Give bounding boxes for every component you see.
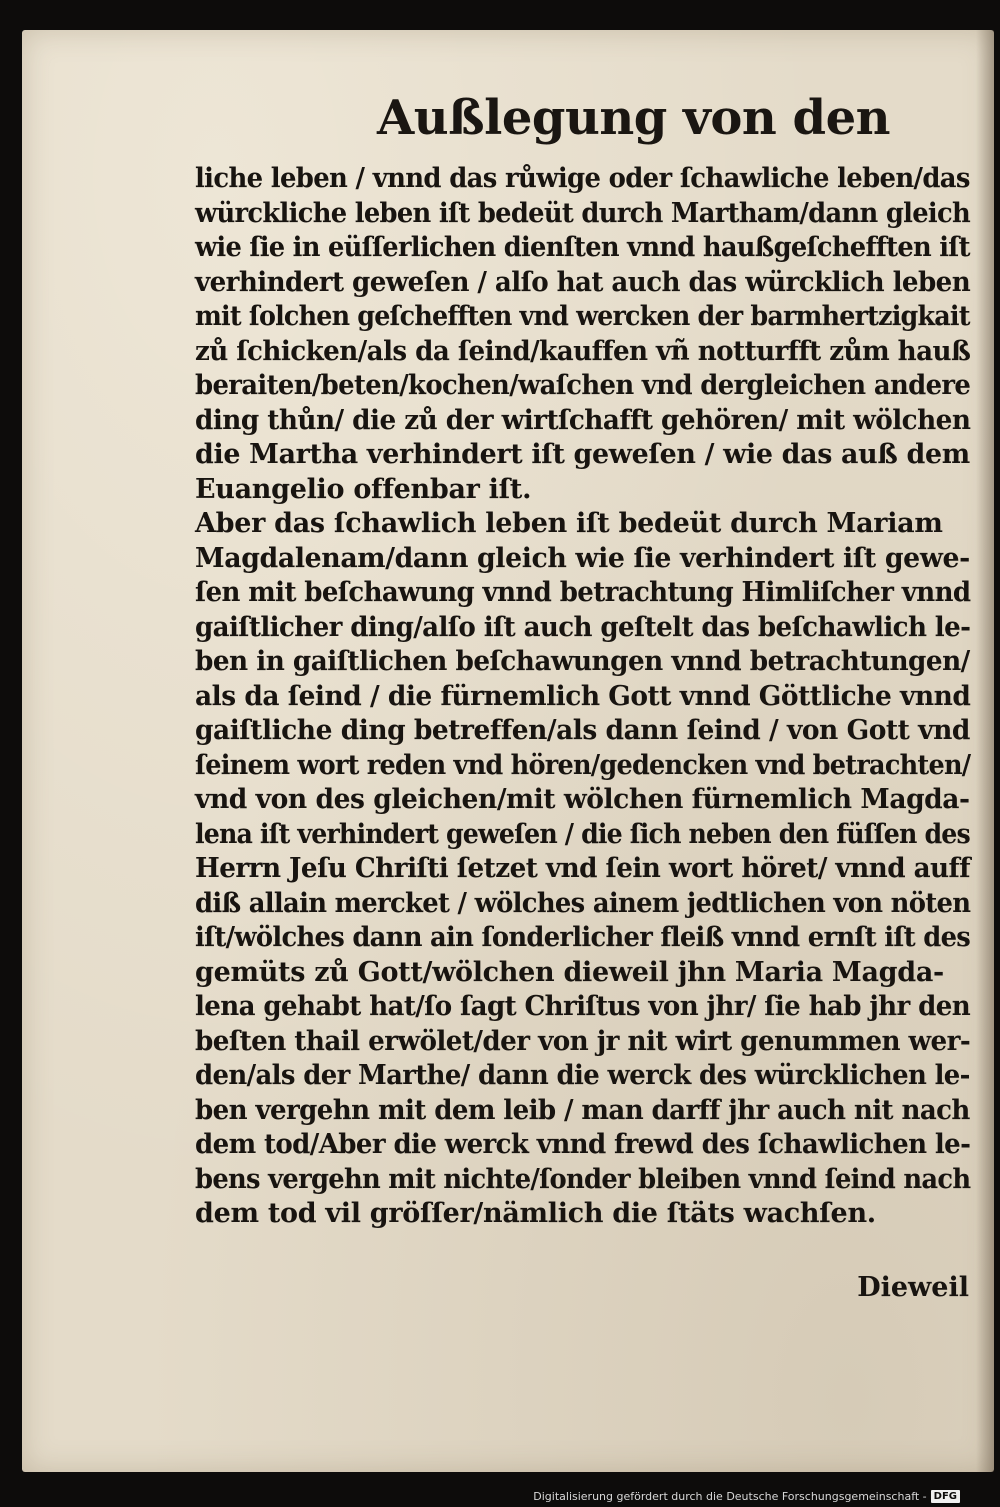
text-line: vnd von des gleichen/mit wölchen fürnemlich Magda-: [195, 784, 970, 815]
text-line: ding thůn/ die zů der wirtſchafft gehören/ mit wölchen: [195, 404, 971, 436]
text-line: mit ſolchen geſchefften vnd wercken der barmhertzigkait: [195, 301, 970, 332]
catchword: Dieweil: [857, 1272, 969, 1303]
text-line: gemüts zů Gott/wölchen dieweil jhn Maria Magda-: [195, 956, 944, 988]
text-line: den/als der Marthe/ dann die werck des würcklichen le-: [195, 1060, 970, 1091]
text-line: bens vergehn mit nichte/ſonder bleiben vnnd ſeind nach: [195, 1163, 971, 1195]
text-line: verhindert geweſen / alſo hat auch das würcklich leben: [195, 266, 971, 298]
dfg-logo: DFG: [931, 1490, 960, 1503]
text-line: zů ſchicken/als da ſeind/kauffen vñ notturfft zům hauß: [195, 335, 971, 367]
text-line: lena gehabt hat/ſo ſagt Chriſtus von jhr/ ſie hab jhr den: [195, 991, 971, 1022]
text-line: gaiſtlicher ding/alſo iſt auch geſtelt das beſchawlich le-: [195, 611, 971, 643]
text-line: diß allain mercket / wölches ainem jedtlichen von nöten: [195, 887, 971, 919]
text-line: gaiſtliche ding betreffen/als dann ſeind / von Gott vnd: [195, 715, 970, 746]
text-line: beraiten/beten/kochen/waſchen vnd dergleichen andere: [195, 370, 971, 401]
text-line: dem tod vil gröſſer/nämlich die ſtäts wachſen.: [195, 1198, 876, 1229]
text-line: Euangelio offenbar iſt.: [195, 473, 532, 505]
text-line: ben vergehn mit dem leib / man darff jhr auch nit nach: [195, 1094, 970, 1126]
text-line: ben in gaiſtlichen beſchawungen vnnd betrachtungen/: [195, 646, 970, 677]
text-line: die Martha verhindert iſt geweſen / wie das auß dem: [195, 439, 970, 470]
digitization-credit: [533, 1490, 960, 1503]
page-gutter-shadow: [976, 30, 994, 1472]
text-line: beſten thail erwölet/der von jr nit wirt genummen wer-: [195, 1025, 971, 1057]
text-line: wie ſie in eüſſerlichen dienſten vnnd haußgeſchefften iſt: [195, 232, 970, 263]
text-line: dem tod/Aber die werck vnnd frewd des ſchawlichen le-: [195, 1129, 971, 1160]
text-line: Aber das ſchawlich leben iſt bedeüt durch Mariam: [195, 508, 943, 539]
text-line: liche leben / vnnd das růwige oder ſchawliche leben/das: [195, 163, 970, 194]
text-line: Herrn Jeſu Chriſti ſetzet vnd ſein wort höret/ vnnd auff: [195, 853, 971, 884]
text-line: ſeinem wort reden vnd hören/gedencken vnd betrachten/: [195, 749, 971, 781]
text-line: iſt/wölches dann ain ſonderlicher fleiß vnnd ernſt iſt des: [195, 922, 971, 953]
text-line: würckliche leben iſt bedeüt durch Martham/dann gleich: [195, 197, 971, 229]
text-line: lena iſt verhindert geweſen / die ſich neben den füſſen des: [195, 818, 970, 850]
running-head: Außlegung von den: [377, 90, 891, 146]
text-line: Magdalenam/dann gleich wie ſie verhindert iſt gewe-: [195, 542, 970, 574]
text-line: ſen mit beſchawung vnnd betrachtung Himliſcher vnnd: [195, 577, 971, 608]
text-line: als da ſeind / die fürnemlich Gott vnnd Göttliche vnnd: [195, 680, 971, 712]
body-text: [195, 162, 970, 1232]
credit-text: Digitalisierung gefördert durch die Deutsche Forschungsgemeinschaft -: [533, 1490, 927, 1503]
book-page: [22, 30, 994, 1472]
